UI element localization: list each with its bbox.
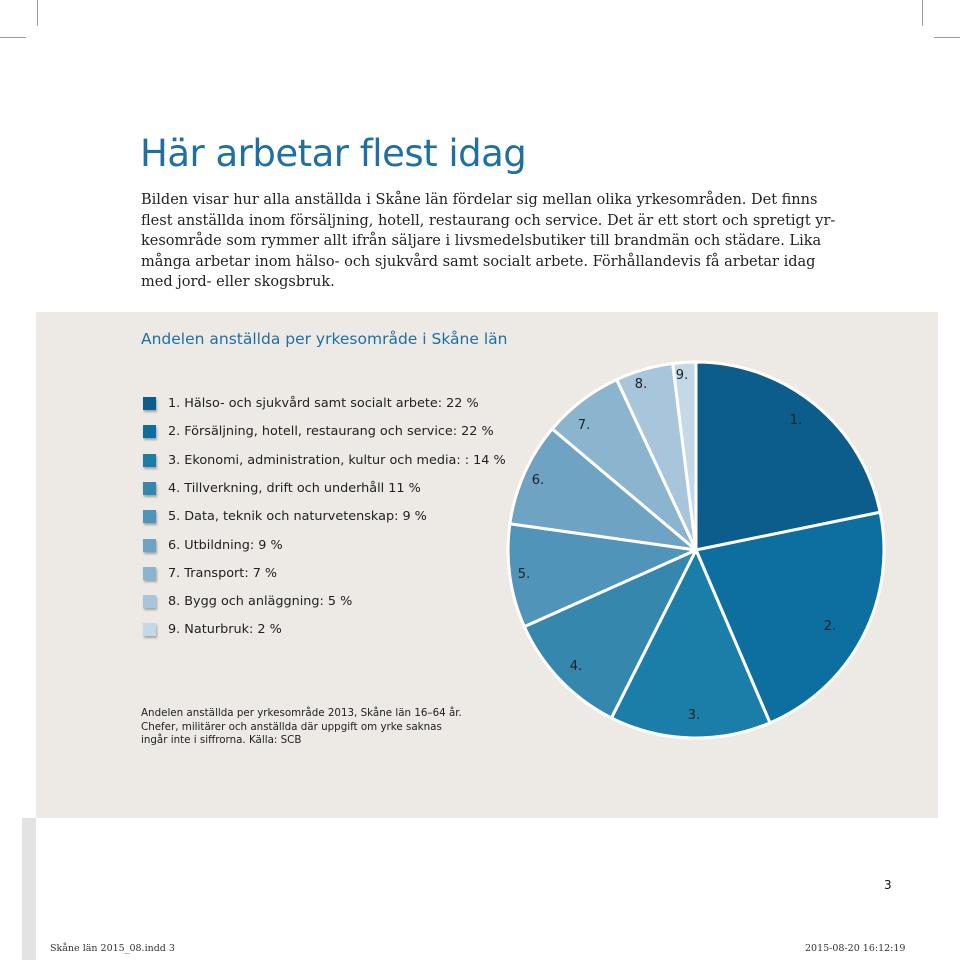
legend-label: 4. Tillverkning, drift och underhåll 11 % [168, 480, 421, 496]
intro-line: med jord- eller skogsbruk. [141, 274, 335, 290]
intro-line: flest anställda inom försäljning, hotell, restaurang och service. Det är ett stort och spretigt yr- [141, 212, 836, 229]
pie-slice-label: 2. [823, 619, 837, 634]
page-number: 3 [884, 878, 892, 892]
legend-label: 7. Transport: 7 % [168, 565, 278, 581]
print-slug-date: 2015-08-20 16:12:19 [805, 943, 906, 954]
legend-label: 5. Data, teknik och naturvetenskap: 9 % [168, 509, 427, 525]
chart-footnote [141, 707, 462, 748]
intro-line: många arbetar inom hälso- och sjukvård samt socialt arbete. Förhållandevis få arbetar idag [141, 253, 816, 270]
pie-slice-label: 7. [577, 418, 591, 433]
footnote-line: ingår inte i siffrorna. Källa: SCB [141, 734, 302, 746]
pie-slice-label: 4. [569, 659, 583, 674]
pie-slice-label: 3. [687, 708, 701, 723]
page-title: Här arbetar flest idag [140, 132, 527, 175]
footnote-line: Andelen anställda per yrkesområde 2013, Skåne län 16–64 år. [141, 707, 462, 719]
pie-slice-label: 9. [675, 368, 689, 383]
pie-slice-label: 6. [531, 473, 545, 488]
legend-label: 1. Hälso- och sjukvård samt socialt arbete: 22 % [168, 396, 479, 411]
intro-line: Bilden visar hur alla anställda i Skåne län fördelar sig mellan olika yrkesområden. Det finns [141, 192, 818, 208]
legend-label: 2. Försäljning, hotell, restaurang och service: 22 % [168, 424, 494, 440]
intro-line: kesområde som rymmer allt ifrån säljare i livsmedelsbutiker till brandmän och städare. Lika [141, 233, 822, 249]
footnote-line: Chefer, militärer och anställda där uppgift om yrke saknas [141, 720, 442, 733]
pie-slice-label: 5. [517, 567, 531, 582]
legend-label: 6. Utbildning: 9 % [168, 537, 283, 553]
pie-slice-label: 8. [634, 377, 648, 392]
legend-label: 9. Naturbruk: 2 % [168, 622, 282, 638]
legend-label: 8. Bygg och anläggning: 5 % [168, 594, 353, 610]
print-slug-file: Skåne län 2015_08.indd 3 [50, 943, 175, 954]
legend-label: 3. Ekonomi, administration, kultur och media: : 14 % [168, 452, 506, 468]
pie-slice-label: 1. [789, 413, 803, 428]
chart-title: Andelen anställda per yrkesområde i Skåne län [141, 330, 508, 348]
